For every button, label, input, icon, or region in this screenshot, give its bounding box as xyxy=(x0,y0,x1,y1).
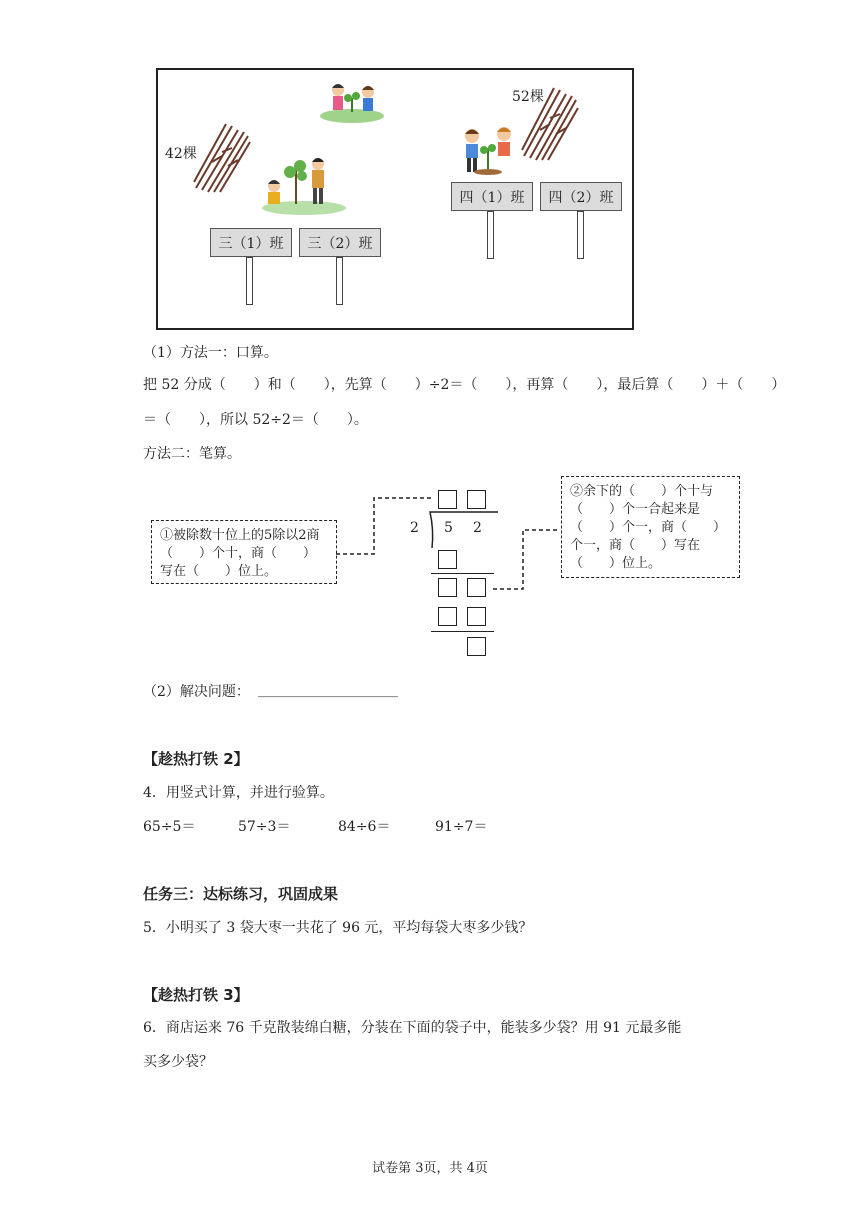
product-tens-box[interactable] xyxy=(438,550,457,569)
tree-count-right: 52棵 xyxy=(512,89,544,105)
sign-post xyxy=(577,211,584,259)
quotient-tens-box[interactable] xyxy=(438,490,457,509)
q4-problem-1: 65÷5＝ xyxy=(143,819,196,835)
class-sign-4-2: 四（2）班 xyxy=(540,182,622,211)
section-title-strike3: 【趁热打铁 3】 xyxy=(143,986,249,1004)
q5-text: 5．小明买了 3 袋大枣一共花了 96 元，平均每袋大枣多少钱？ xyxy=(143,920,533,936)
method2-label: 方法二：笔算。 xyxy=(143,446,241,462)
note-box-right: ②余下的（ ）个十与（ ）个一合起来是（ ）个一，商（ ）个一，商（ ）写在（ ）位上。 xyxy=(561,476,740,578)
saplings-bundle-left-image xyxy=(192,122,252,194)
part1-line2: ＝（ ），所以 52÷2＝（ ）。 xyxy=(143,412,368,428)
class-sign-3-2: 三（2）班 xyxy=(299,228,381,257)
dividend-ones-digit: 2 xyxy=(473,520,482,536)
q4-text: 4．用竖式计算，并进行验算。 xyxy=(143,785,334,801)
class-sign-4-1: 四（1）班 xyxy=(451,182,533,211)
sign-post xyxy=(336,257,343,305)
product2-ones-box[interactable] xyxy=(467,607,486,626)
remainder-ones-box[interactable] xyxy=(467,578,486,597)
task3-title: 任务三：达标练习，巩固成果 xyxy=(143,885,339,903)
quotient-ones-box[interactable] xyxy=(467,490,486,509)
section-title-strike2: 【趁热打铁 2】 xyxy=(143,750,249,768)
children-planting-image-right xyxy=(452,124,522,176)
part1-label: （1）方法一：口算。 xyxy=(143,345,278,361)
sign-post xyxy=(246,257,253,305)
class-sign-3-1: 三（1）班 xyxy=(210,228,292,257)
note-box-left: ①被除数十位上的5除以2商（ ）个十，商（ ）写在（ ）位上。 xyxy=(151,520,337,584)
final-remainder-box[interactable] xyxy=(467,637,486,656)
q6-line1: 6．商店运来 76 千克散装绵白糖，分装在下面的袋子中，能装多少袋？用 91 元最多能 xyxy=(143,1020,682,1036)
division-bracket xyxy=(420,510,500,550)
dividend-tens-digit: 5 xyxy=(444,520,453,536)
part2-label: （2）解决问题： xyxy=(143,684,250,700)
children-planting-image-top xyxy=(318,76,386,124)
tree-count-left: 42棵 xyxy=(165,146,197,162)
part2-answer-blank[interactable]: ____________________ xyxy=(258,682,398,698)
page-footer: 试卷第 3页，共 4页 xyxy=(372,1161,488,1176)
sign-post xyxy=(487,211,494,259)
product2-tens-box[interactable] xyxy=(438,607,457,626)
q6-line2: 买多少袋？ xyxy=(143,1054,213,1070)
divisor: 2 xyxy=(410,520,419,536)
q4-problem-2: 57÷3＝ xyxy=(238,819,291,835)
part1-line1: 把 52 分成（ ）和（ ），先算（ ）÷2＝（ ），再算（ ），最后算（ ）＋（ ） xyxy=(143,377,786,393)
division-line-2 xyxy=(431,631,494,632)
remainder-tens-box[interactable] xyxy=(438,578,457,597)
division-line-1 xyxy=(431,573,494,574)
q4-problem-3: 84÷6＝ xyxy=(338,819,391,835)
children-planting-image-left xyxy=(256,156,352,216)
q4-problem-4: 91÷7＝ xyxy=(435,819,488,835)
